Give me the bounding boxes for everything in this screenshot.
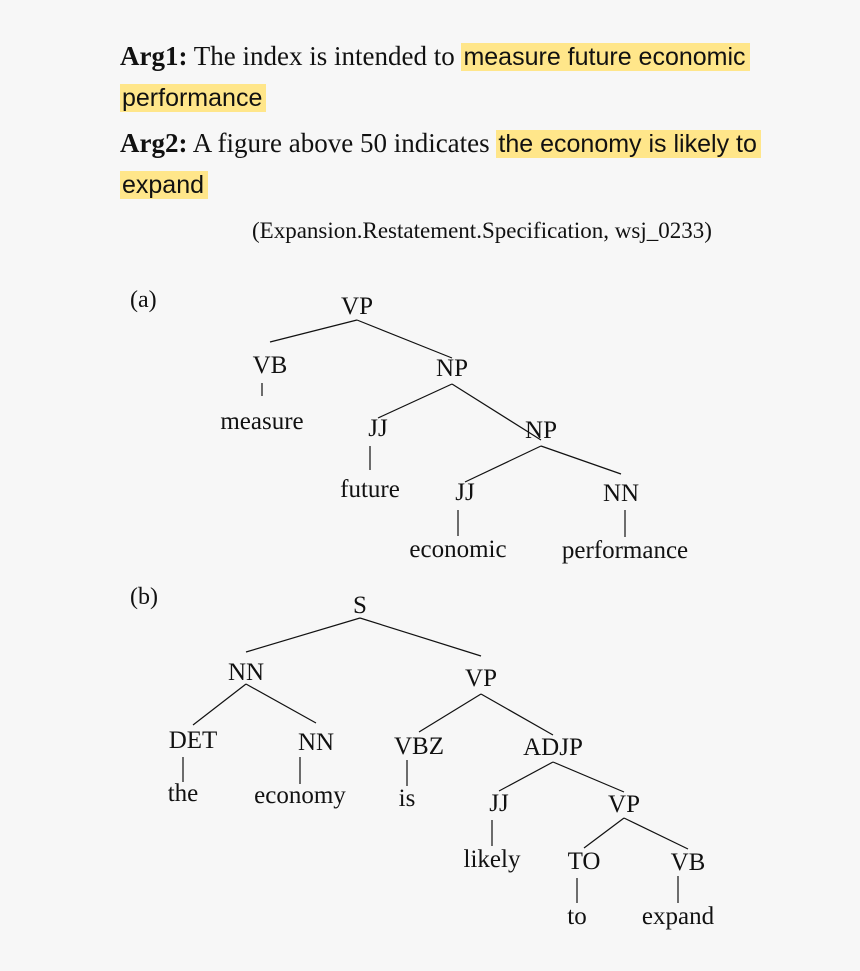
tree-node-a_vp: VP bbox=[341, 293, 373, 320]
tree-node-a_vb: VB bbox=[252, 352, 288, 379]
tree-node-b_to: to bbox=[567, 903, 587, 930]
tree-node-b_is: is bbox=[398, 785, 416, 812]
tree-node-b_nn2: NN bbox=[297, 729, 335, 756]
tree-node-a_jj1: JJ bbox=[368, 415, 388, 442]
tree-edge-b_adjp-b_jj bbox=[499, 762, 553, 791]
tree-node-a_np1: NP bbox=[436, 355, 468, 382]
tree-edge-b_adjp-b_vp2 bbox=[553, 762, 624, 792]
tree-edge-b_nn1-b_nn2 bbox=[246, 684, 316, 723]
tree-edge-a_np2-a_jj2 bbox=[465, 446, 541, 482]
tree-edge-b_vp1-b_adjp bbox=[481, 694, 553, 735]
tree-node-a_measure: measure bbox=[220, 408, 304, 435]
tree-edge-b_nn1-b_det bbox=[193, 684, 246, 725]
tree-node-b_adjp: ADJP bbox=[523, 734, 583, 761]
tree-edge-b_vp2-b_vb bbox=[624, 818, 688, 849]
tree-node-b_vb: VB bbox=[670, 849, 706, 876]
tree-node-b_det: DET bbox=[168, 727, 218, 754]
tree-node-a_future: future bbox=[340, 476, 400, 503]
tree-node-a_jj2: JJ bbox=[455, 479, 475, 506]
tree-node-a_np2: NP bbox=[525, 417, 557, 444]
arg1-highlight: measure future economic performance bbox=[120, 43, 750, 112]
panel-a-label: (a) bbox=[130, 287, 157, 313]
panel-b-label: (b) bbox=[130, 584, 158, 610]
tree-edge-a_vp-a_np1 bbox=[357, 320, 452, 358]
tree-edge-a_vp-a_vb bbox=[270, 320, 357, 342]
tree-node-b_the: the bbox=[167, 780, 199, 807]
arg2-text: A figure above 50 indicates bbox=[192, 128, 490, 158]
tree-node-b_economy: economy bbox=[254, 782, 346, 809]
arg2-label: Arg2: bbox=[120, 128, 188, 158]
tree-node-b_vbz: VBZ bbox=[394, 733, 444, 760]
tree-node-b_to_tag: TO bbox=[567, 848, 601, 875]
tree-node-a_nn: NN bbox=[602, 480, 640, 507]
arg2-highlight: the economy is likely to expand bbox=[120, 130, 761, 199]
tree-node-b_nn1: NN bbox=[227, 659, 265, 686]
tree-edge-b_s-b_nn1 bbox=[246, 618, 360, 652]
arg1-text: The index is intended to bbox=[193, 41, 455, 71]
tree-node-b_expand: expand bbox=[641, 903, 715, 930]
tree-edge-b_vp2-b_to_tag bbox=[584, 818, 624, 848]
tree-node-b_s: S bbox=[353, 592, 367, 619]
tree-node-b_vp2: VP bbox=[608, 791, 640, 818]
tree-edge-a_np2-a_nn bbox=[541, 446, 621, 474]
source-citation: (Expansion.Restatement.Specification, wsj_0233) bbox=[252, 218, 712, 243]
tree-node-a_performance: performance bbox=[561, 537, 689, 564]
arg1-label: Arg1: bbox=[120, 41, 188, 71]
tree-node-b_jj: JJ bbox=[489, 790, 509, 817]
tree-edge-b_s-b_vp1 bbox=[360, 618, 481, 656]
tree-node-b_vp1: VP bbox=[465, 665, 497, 692]
tree-node-a_economic: economic bbox=[409, 536, 507, 563]
tree-edge-a_np1-a_jj1 bbox=[378, 384, 452, 418]
tree-edge-b_vp1-b_vbz bbox=[419, 694, 481, 732]
tree-node-b_likely: likely bbox=[463, 846, 521, 873]
